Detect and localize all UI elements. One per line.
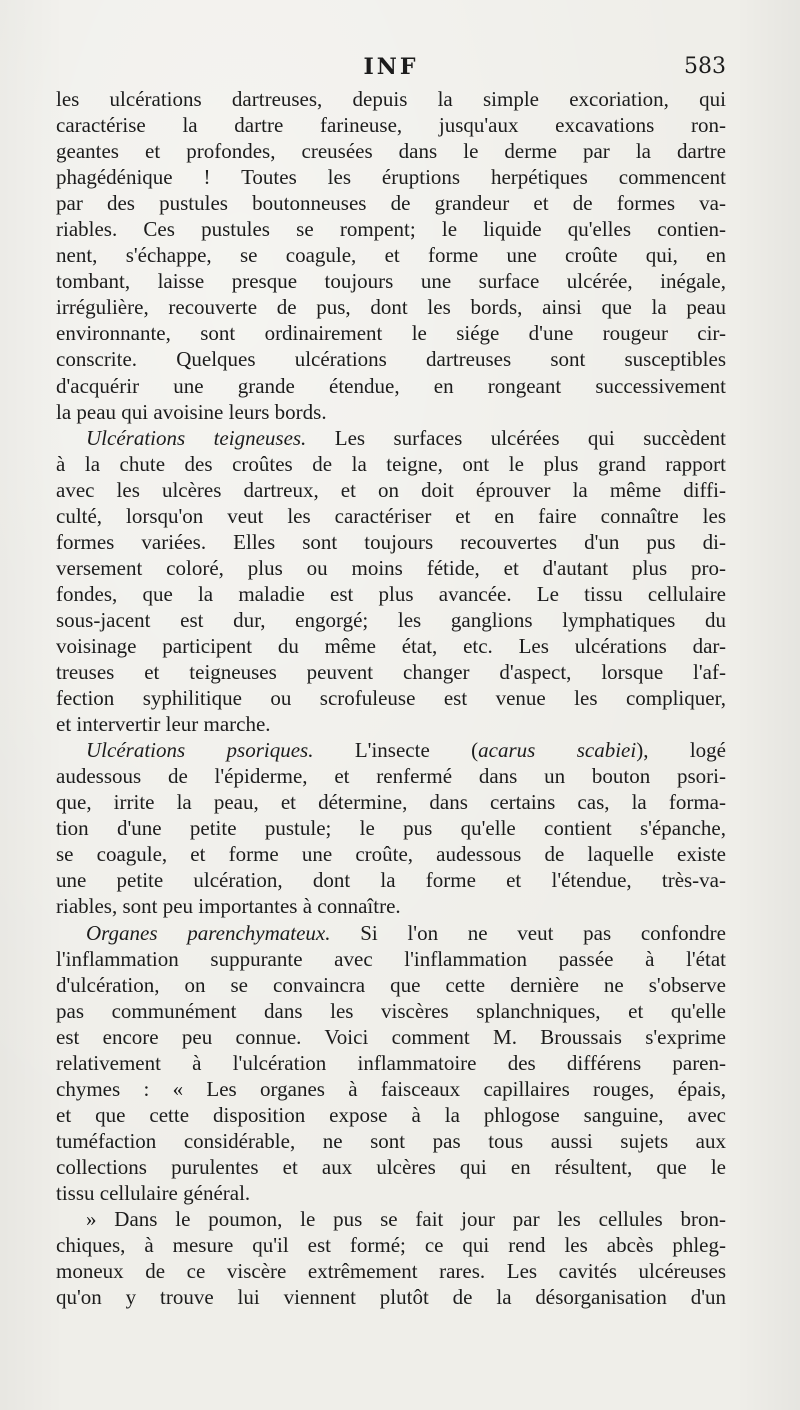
text-line: riables. Ces pustules se rompent; le liquide qu'elles contien-: [56, 217, 726, 242]
text-line: formes variées. Elles sont toujours recouvertes d'un pus di-: [56, 529, 726, 554]
text-line: et que cette disposition expose à la phlogose sanguine, avec: [56, 1102, 726, 1127]
text-line: d'acquérir une grande étendue, en rongeant successivement: [56, 373, 726, 398]
text-line: chiques, à mesure qu'il est formé; ce qui rend les abcès phleg-: [56, 1233, 726, 1258]
text-line: versement coloré, plus ou moins fétide, et d'autant plus pro-: [56, 555, 726, 580]
text-line: que, irrite la peau, et détermine, dans certains cas, la forma-: [56, 790, 726, 815]
text-line: la peau qui avoisine leurs bords.: [56, 399, 327, 424]
text-line: par des pustules boutonneuses de grandeur et de formes va-: [56, 191, 726, 216]
text-line: avec les ulcères dartreux, et on doit éprouver la même diffi-: [56, 477, 726, 502]
text-line: l'inflammation suppurante avec l'inflammation passée à l'état: [56, 946, 726, 971]
body-text: [56, 86, 726, 1310]
text-line: environnante, sont ordinairement le siége d'une rougeur cir-: [56, 321, 726, 346]
section-heading-teigneuses: Ulcérations teigneuses.: [86, 425, 307, 450]
section-heading-line: [56, 920, 726, 946]
text-line: est encore peu connue. Voici comment M. Broussais s'exprime: [56, 1024, 726, 1049]
page-number: 583: [684, 54, 726, 79]
text-line: se coagule, et forme une croûte, audessous de laquelle existe: [56, 842, 726, 867]
species-name: acarus scabiei: [478, 738, 637, 763]
section-heading-parenchymateux: Organes parenchymateux.: [86, 920, 331, 945]
text-line: qu'on y trouve lui viennent plutôt de la désorganisation d'un: [56, 1285, 726, 1310]
text-line: voisinage participent du même état, etc. Les ulcérations dar-: [56, 633, 726, 658]
text-line: irrégulière, recouverte de pus, dont les bords, ainsi que la peau: [56, 295, 726, 320]
text-line: pas communément dans les viscères splanchniques, et qu'elle: [56, 998, 726, 1023]
text-line: chymes : « Les organes à faisceaux capillaires rouges, épais,: [56, 1076, 726, 1101]
text-line: tion d'une petite pustule; le pus qu'elle contient s'épanche,: [56, 816, 726, 841]
section-heading-psoriques: Ulcérations psoriques.: [86, 738, 314, 763]
text-line: » Dans le poumon, le pus se fait jour par les cellules bron-: [86, 1207, 726, 1232]
text-line: relativement à l'ulcération inflammatoire des différens paren-: [56, 1050, 726, 1075]
text-line: conscrite. Quelques ulcérations dartreuses sont susceptibles: [56, 347, 726, 372]
section-text: Si l'on ne veut pas confondre: [330, 920, 726, 945]
text-line: tuméfaction considérable, ne sont pas tous aussi sujets aux: [56, 1128, 726, 1153]
text-line: phagédénique ! Toutes les éruptions herpétiques commencent: [56, 165, 726, 190]
text-line: moneux de ce viscère extrêmement rares. Les cavités ulcéreuses: [56, 1259, 726, 1284]
text-line: d'ulcération, on se convaincra que cette dernière ne s'observe: [56, 972, 726, 997]
text-line: nent, s'échappe, se coagule, et forme une croûte qui, en: [56, 243, 726, 268]
section-text: ), logé: [636, 738, 726, 763]
text-line: treuses et teigneuses peuvent changer d'aspect, lorsque l'af-: [56, 660, 726, 685]
text-line: collections purulentes et aux ulcères qui en résultent, que le: [56, 1154, 726, 1179]
section-text: Les surfaces ulcérées qui succèdent: [306, 425, 726, 450]
text-line: une petite ulcération, dont la forme et l'étendue, très-va-: [56, 868, 726, 893]
text-line: caractérise la dartre farineuse, jusqu'aux excavations ron-: [56, 113, 726, 138]
text-line: audessous de l'épiderme, et renfermé dans un bouton psori-: [56, 764, 726, 789]
text-line: à la chute des croûtes de la teigne, ont le plus grand rapport: [56, 451, 726, 476]
page-header: [56, 52, 726, 84]
text-line: riables, sont peu importantes à connaître.: [56, 894, 401, 919]
text-line: fection syphilitique ou scrofuleuse est venue les compliquer,: [56, 686, 726, 711]
section-heading-line: [56, 425, 726, 451]
running-head: INF: [363, 54, 419, 80]
text-line: tombant, laisse presque toujours une surface ulcérée, inégale,: [56, 269, 726, 294]
text-line: geantes et profondes, creusées dans le derme par la dartre: [56, 139, 726, 164]
text-line: les ulcérations dartreuses, depuis la simple excoriation, qui: [56, 87, 726, 111]
section-heading-line: [56, 737, 726, 763]
text-line: fondes, que la maladie est plus avancée. Le tissu cellulaire: [56, 581, 726, 606]
text-line: culté, lorsqu'on veut les caractériser et en faire connaître les: [56, 503, 726, 528]
text-line: tissu cellulaire général.: [56, 1180, 251, 1205]
section-text: L'insecte (: [313, 738, 479, 763]
text-line: et intervertir leur marche.: [56, 712, 271, 737]
text-line: sous-jacent est dur, engorgé; les ganglions lymphatiques du: [56, 607, 726, 632]
